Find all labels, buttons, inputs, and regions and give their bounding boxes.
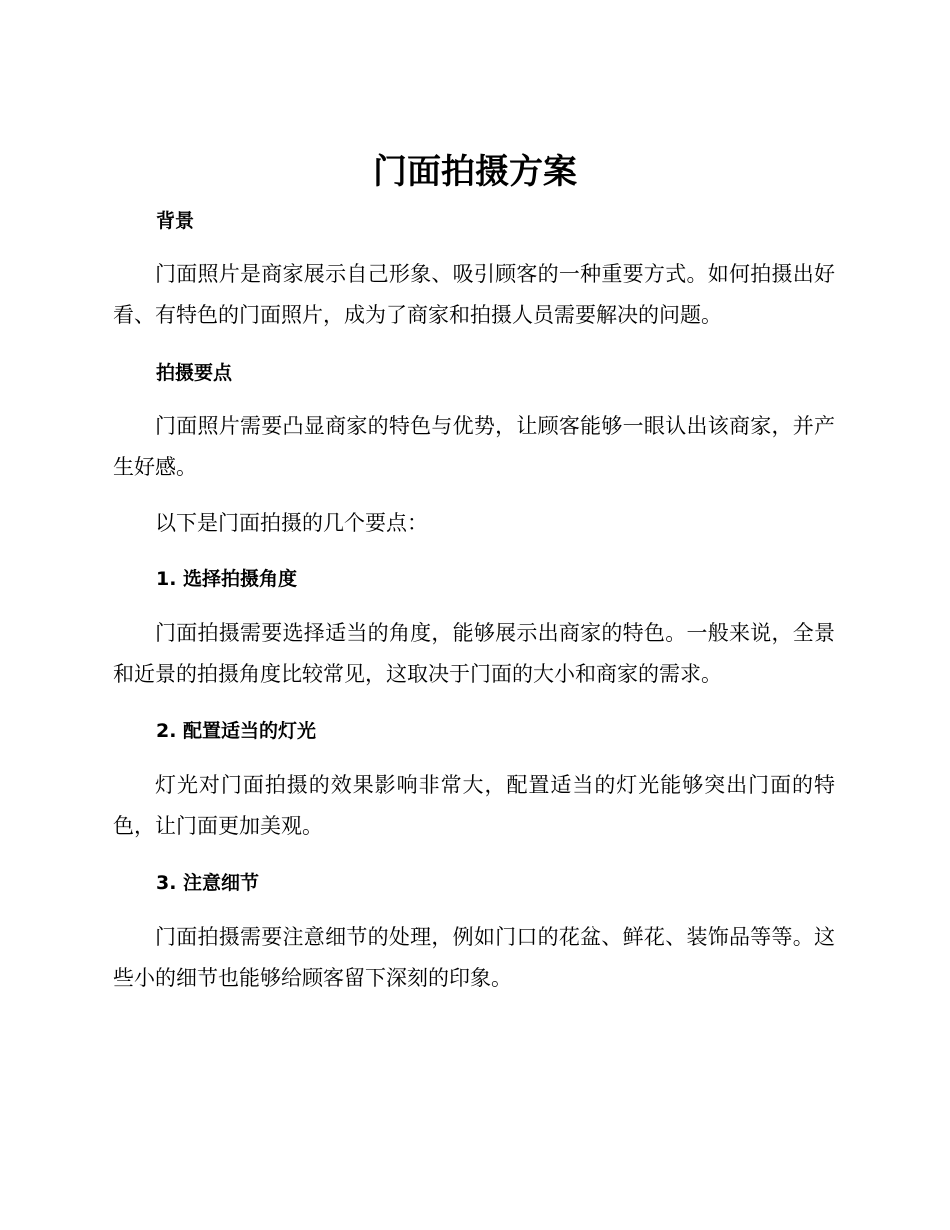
- paragraph-details: 门面拍摄需要注意细节的处理，例如门口的花盆、鲜花、装饰品等等。这些小的细节也能够给顾客留下深刻的印象。: [113, 925, 835, 990]
- section-heading-angle: 1. 选择拍摄角度: [156, 568, 298, 590]
- section-heading-details: 3. 注意细节: [156, 872, 260, 894]
- paragraph-angle: 门面拍摄需要选择适当的角度，能够展示出商家的特色。一般来说，全景和近景的拍摄角度比较常见，这取决于门面的大小和商家的需求。: [113, 621, 835, 686]
- section-heading-background: 背景: [156, 210, 195, 232]
- paragraph-key-points: 门面照片需要凸显商家的特色与优势，让顾客能够一眼认出该商家，并产生好感。: [113, 414, 835, 479]
- paragraph-background: 门面照片是商家展示自己形象、吸引顾客的一种重要方式。如何拍摄出好看、有特色的门面照片，成为了商家和拍摄人员需要解决的问题。: [113, 262, 835, 327]
- page-title: 门面拍摄方案: [373, 152, 577, 192]
- section-heading-lighting: 2. 配置适当的灯光: [156, 720, 317, 742]
- paragraph-points-intro: 以下是门面拍摄的几个要点：: [155, 511, 428, 535]
- paragraph-lighting: 灯光对门面拍摄的效果影响非常大，配置适当的灯光能够突出门面的特色，让门面更加美观。: [113, 773, 835, 838]
- section-heading-key-points: 拍摄要点: [156, 362, 233, 384]
